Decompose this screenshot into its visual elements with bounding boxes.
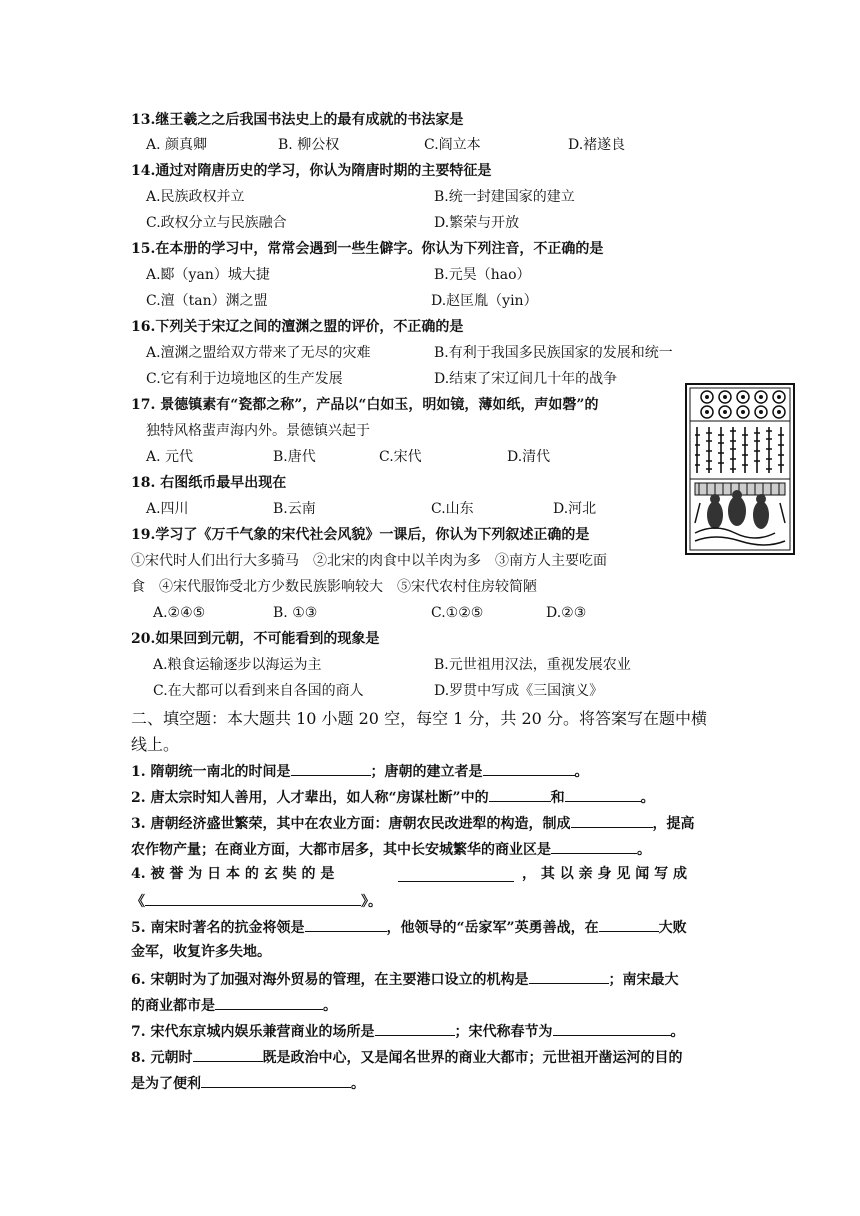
q16-option-d: D.结束了宋辽间几十年的战争	[434, 371, 618, 387]
question-19-statements-line1: ①宋代时人们出行大多骑马 ②北宋的肉食中以羊肉为多 ③南方人主要吃面	[131, 553, 607, 569]
fill-q2-text-b: 和	[550, 790, 565, 806]
q18-option-c: C.山东	[431, 501, 474, 517]
fill-q7-blank-2[interactable]	[553, 1020, 671, 1036]
fill-question-1	[131, 760, 589, 782]
fill-q1-text-a: 1. 隋朝统一南北的时间是	[131, 764, 291, 780]
question-17-stem: 17. 景德镇素有“瓷都之称”，产品以“白如玉，明如镜，薄如纸，声如磬”的	[131, 397, 599, 413]
q15-option-c: C.澶（tan）渊之盟	[146, 293, 268, 309]
fill-q2-blank-1[interactable]	[489, 786, 551, 802]
fill-q1-text-c: 。	[574, 764, 589, 780]
fill-q4-text-c: 《	[131, 894, 145, 910]
fill-q2-blank-2[interactable]	[565, 786, 641, 802]
fill-q5-text-b: ，他领导的“岳家军”英勇善战，在	[386, 920, 599, 936]
fill-question-5-line2: 金军，收复许多失地。	[131, 944, 271, 960]
fill-q2-text-a: 2. 唐太宗时知人善用，人才辈出，如人称“房谋杜断”中的	[131, 790, 489, 806]
q15-option-b: B.元昊（hao）	[434, 267, 531, 283]
fill-question-5-line1	[131, 916, 687, 938]
fill-q5-blank-1[interactable]	[305, 916, 387, 932]
q18-option-a: A.四川	[146, 501, 189, 517]
fill-q8-blank-2[interactable]	[201, 1072, 351, 1088]
question-15-stem: 15.在本册的学习中，常常会遇到一些生僻字。你认为下列注音，不正确的是	[131, 241, 604, 257]
fill-q8-text-c: 是为了便利	[131, 1076, 201, 1092]
fill-q6-text-d: 。	[323, 998, 337, 1014]
fill-q5-text-c: 大败	[658, 920, 687, 936]
fill-q6-blank-2[interactable]	[215, 994, 323, 1010]
q15-option-a: A.郾（yan）城大捷	[146, 267, 270, 283]
q13-option-d: D.褚遂良	[568, 137, 626, 153]
q18-option-b: B.云南	[273, 501, 316, 517]
fill-question-6-line2	[131, 994, 337, 1016]
fill-q8-text-a: 8. 元朝时	[131, 1050, 193, 1066]
q20-option-d: D.罗贯中写成《三国演义》	[434, 683, 604, 699]
fill-q2-text-c: 。	[640, 790, 655, 806]
q14-option-c: C.政权分立与民族融合	[146, 215, 287, 231]
q14-option-a: A.民族政权并立	[146, 189, 245, 205]
fill-q6-text-c: 的商业都市是	[131, 998, 215, 1014]
q19-option-c: C.①②⑤	[431, 605, 484, 621]
fill-question-4-line1	[131, 864, 334, 884]
q17-option-c: C.宋代	[379, 449, 422, 465]
fill-question-2	[131, 786, 655, 808]
section-2-title-line2: 线上。	[131, 735, 180, 754]
fill-q1-text-b: ；唐朝的建立者是	[370, 764, 483, 780]
fill-q5-text-a: 5. 南宋时著名的抗金将领是	[131, 920, 305, 936]
question-13-stem: 13.继王羲之之后我国书法史上的最有成就的书法家是	[131, 112, 464, 128]
q17-option-b: B.唐代	[273, 449, 316, 465]
fill-q3-text-c: 农作物产量；在商业方面，大都市居多，其中长安城繁华的商业区是	[131, 842, 551, 858]
question-18-stem: 18. 右图纸币最早出现在	[131, 475, 287, 491]
fill-q4-blank-1[interactable]	[398, 866, 514, 882]
fill-question-8-line2	[131, 1072, 365, 1094]
question-16-stem: 16.下列关于宋辽之间的澶渊之盟的评价，不正确的是	[131, 319, 464, 335]
fill-q8-blank-1[interactable]	[193, 1046, 263, 1062]
q15-option-d: D.赵匡胤（yin）	[431, 293, 538, 309]
jiaozi-banknote-image	[685, 383, 795, 555]
fill-question-7	[131, 1020, 685, 1042]
fill-question-6-line1	[131, 968, 679, 990]
q17-option-a: A. 元代	[146, 449, 194, 465]
fill-q7-text-b: ；宋代称春节为	[454, 1024, 553, 1040]
fill-q1-blank-1[interactable]	[291, 760, 371, 776]
q19-option-d: D.②③	[546, 605, 587, 621]
fill-q1-blank-2[interactable]	[483, 760, 575, 776]
q13-option-c: C.阎立本	[424, 137, 481, 153]
q19-option-b: B. ①③	[273, 605, 318, 621]
fill-q3-text-d: 。	[637, 842, 651, 858]
q16-option-c: C.它有利于边境地区的生产发展	[146, 371, 343, 387]
fill-question-3-line1	[131, 812, 695, 834]
question-20-stem: 20.如果回到元朝，不可能看到的现象是	[131, 631, 380, 647]
fill-q3-blank-1[interactable]	[571, 812, 653, 828]
q20-option-c: C.在大都可以看到来自各国的商人	[153, 683, 364, 699]
fill-q4-text-a: 4. 被 誉 为 日 本 的 玄 奘 的 是	[131, 866, 335, 882]
fill-q4-blank-2[interactable]	[145, 890, 361, 906]
fill-q8-text-d: 。	[351, 1076, 365, 1092]
fill-q5-blank-2[interactable]	[599, 916, 659, 932]
q13-option-a: A. 颜真卿	[146, 137, 208, 153]
q16-option-b: B.有利于我国多民族国家的发展和统一	[434, 345, 673, 361]
fill-question-3-line2	[131, 838, 651, 860]
question-19-statements-line2: 食 ④宋代服饰受北方少数民族影响较大 ⑤宋代农村住房较简陋	[131, 579, 537, 595]
q14-option-b: B.统一封建国家的建立	[434, 189, 575, 205]
q13-option-b: B. 柳公权	[278, 137, 340, 153]
fill-q7-text-a: 7. 宋代东京城内娱乐兼营商业的场所是	[131, 1024, 375, 1040]
fill-q3-text-a: 3. 唐朝经济盛世繁荣，其中在农业方面：唐朝农民改进犁的构造，制成	[131, 816, 571, 832]
fill-q3-text-b: ，提高	[652, 816, 695, 832]
fill-q4-text-d: 》。	[361, 894, 382, 910]
q17-option-d: D.清代	[507, 449, 551, 465]
section-2-title-line1: 二、填空题：本大题共 10 小题 20 空，每空 1 分，共 20 分。将答案写在题中横	[131, 709, 707, 728]
fill-q6-text-b: ；南宋最大	[608, 972, 679, 988]
q18-option-d: D.河北	[553, 501, 597, 517]
q20-option-a: A.粮食运输逐步以海运为主	[153, 657, 322, 673]
q14-option-d: D.繁荣与开放	[434, 215, 520, 231]
fill-q7-blank-1[interactable]	[375, 1020, 455, 1036]
question-17-stem-continued: 独特风格蜚声海内外。景德镇兴起于	[146, 423, 370, 439]
question-19-stem: 19.学习了《万千气象的宋代社会风貌》一课后，你认为下列叙述正确的是	[131, 527, 590, 543]
fill-q6-blank-1[interactable]	[529, 968, 609, 984]
question-14-stem: 14.通过对隋唐历史的学习，你认为隋唐时期的主要特征是	[131, 163, 492, 179]
q16-option-a: A.澶渊之盟给双方带来了无尽的灾难	[146, 345, 371, 361]
fill-q8-text-b: 既是政治中心，又是闻名世界的商业大都市；元世祖开凿运河的目的	[262, 1050, 683, 1066]
fill-question-8-line1	[131, 1046, 683, 1068]
fill-q4-text-b: ， 其 以 亲 身 见 闻 写 成	[522, 866, 687, 882]
fill-q3-blank-2[interactable]	[551, 838, 637, 854]
fill-q6-text-a: 6. 宋朝时为了加强对海外贸易的管理，在主要港口设立的机构是	[131, 972, 529, 988]
fill-question-4-line2	[131, 890, 382, 912]
q20-option-b: B.元世祖用汉法，重视发展农业	[434, 657, 631, 673]
fill-q7-text-c: 。	[670, 1024, 685, 1040]
q19-option-a: A.②④⑤	[153, 605, 206, 621]
